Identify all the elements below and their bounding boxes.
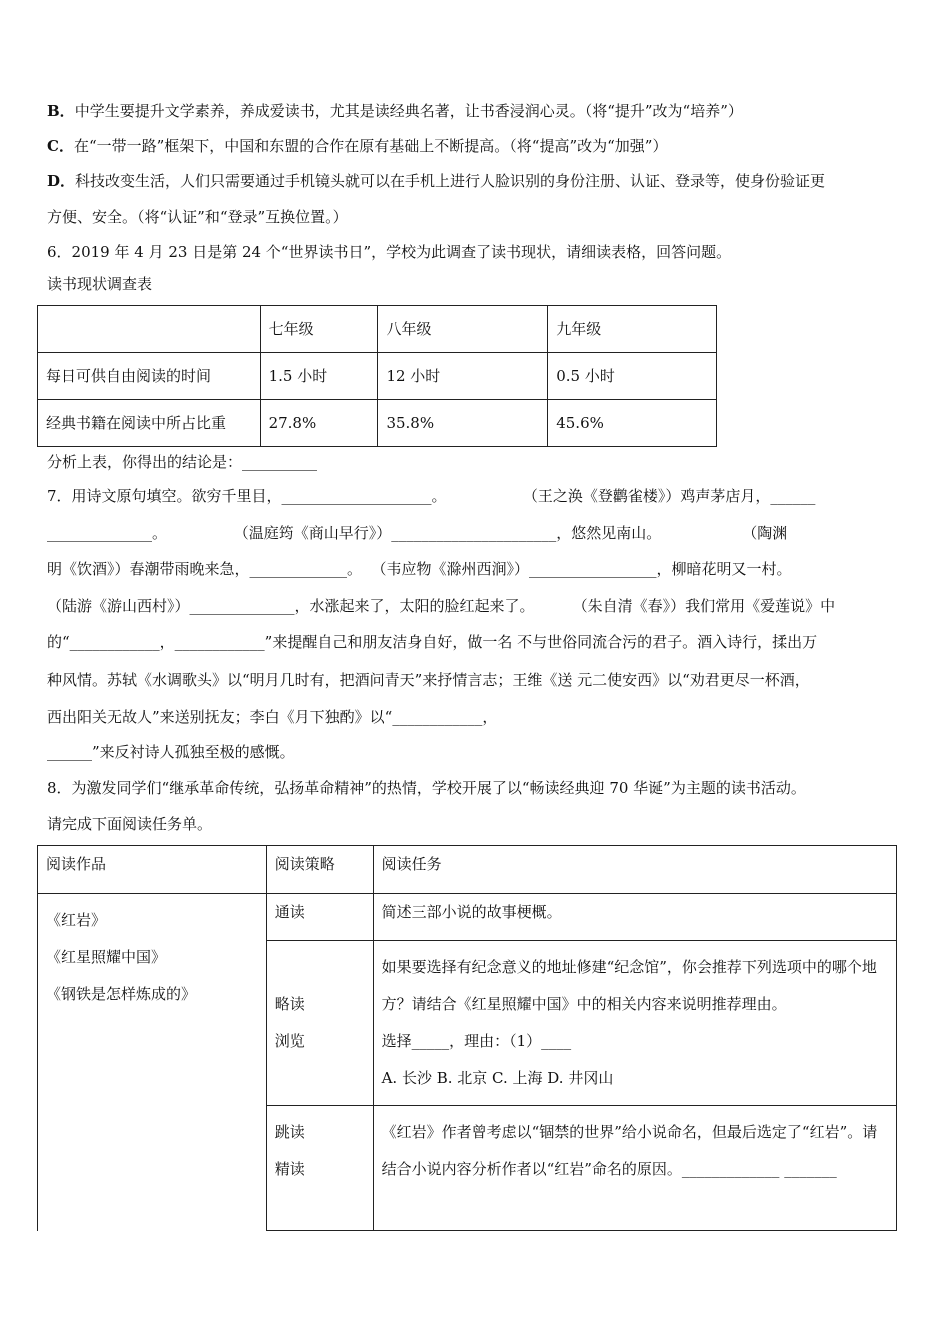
strategy-cell bbox=[266, 1106, 373, 1231]
strategy-label: 精读 bbox=[274, 1160, 305, 1178]
works-cell bbox=[38, 894, 267, 1231]
work-title: 《钢铁是怎样炼成的》 bbox=[46, 985, 197, 1003]
task-text: 如果要选择有纪念意义的地址修建“纪念馆”，你会推荐下列选项中的哪个地方？请结合《红星照耀中国》中的相关内容来说明推荐理由。 bbox=[381, 958, 877, 1013]
table-cell: 27.8% bbox=[260, 400, 378, 447]
header-cell: 阅读任务 bbox=[373, 846, 896, 894]
header-cell: 阅读作品 bbox=[38, 846, 267, 894]
header-cell: 八年级 bbox=[378, 306, 548, 353]
header-cell bbox=[38, 306, 261, 353]
table-cell: 经典书籍在阅读中所占比重 bbox=[38, 400, 261, 447]
table-cell: 0.5 小时 bbox=[548, 353, 717, 400]
q7-line: ______”来反衬诗人孤独至极的感慨。 bbox=[47, 743, 295, 761]
q7-line: （陆游《游山西村》）______________，水涨起来了，太阳的脸红起来了。 （朱自清《春》）我们常用《爱莲说》中 bbox=[47, 597, 836, 615]
task-options: A. 长沙 B. 北京 C. 上海 D. 井冈山 bbox=[381, 1069, 614, 1087]
task-cell bbox=[373, 941, 896, 1106]
strategy-label: 跳读 bbox=[274, 1123, 305, 1141]
header-cell: 阅读策略 bbox=[266, 846, 373, 894]
survey-table bbox=[37, 305, 717, 447]
q7-line: 7．用诗文原句填空。欲穷千里目，____________________。 （王之涣《登鹳雀楼》）鸡声茅店月，______ bbox=[47, 487, 816, 505]
q7-line: 的“____________，____________”来提醒自己和朋友洁身自好，做一名 不与世俗同流合污的君子。酒入诗行，揉出万 bbox=[47, 633, 818, 651]
q7-line: 西出阳关无故人”来送别抚友；李白《月下独酌》以“____________， bbox=[47, 708, 498, 726]
q7-line: 明《饮酒》）春潮带雨晚来急，_____________。 （韦应物《滁州西涧》）_________________，柳暗花明又一村。 bbox=[47, 560, 792, 578]
strategy-cell: 通读 bbox=[266, 894, 373, 941]
strategy-label: 浏览 bbox=[274, 1032, 305, 1050]
q6-table-title: 读书现状调查表 bbox=[47, 275, 153, 293]
strategy-label: 略读 bbox=[274, 995, 305, 1013]
table-header-row bbox=[38, 846, 897, 894]
table-cell: 12 小时 bbox=[378, 353, 548, 400]
q6-conclusion: 分析上表，你得出的结论是：__________ bbox=[47, 453, 318, 471]
task-choice: 选择_____，理由：（1）____ bbox=[381, 1032, 572, 1050]
work-title: 《红岩》 bbox=[46, 911, 107, 929]
header-cell: 九年级 bbox=[548, 306, 717, 353]
q8-stem: 8．为激发同学们“继承革命传统，弘扬革命精神”的热情，学校开展了以“畅读经典迎 70 华诞”为主题的读书活动。 bbox=[47, 779, 806, 797]
table-cell: 每日可供自由阅读的时间 bbox=[38, 353, 261, 400]
table-cell: 35.8% bbox=[378, 400, 548, 447]
table-row bbox=[38, 400, 717, 447]
task-cell: 简述三部小说的故事梗概。 bbox=[373, 894, 896, 941]
q5-option-d-cont: 方便、安全。（将“认证”和“登录”互换位置。） bbox=[47, 208, 348, 226]
table-cell: 45.6% bbox=[548, 400, 717, 447]
table-row bbox=[38, 894, 897, 941]
task-cell: 《红岩》作者曾考虑以“锢禁的世界”给小说命名，但最后选定了“红岩”。请结合小说内容分析作者以“红岩”命名的原因。_____________ _______ bbox=[373, 1106, 896, 1231]
table-cell: 1.5 小时 bbox=[260, 353, 378, 400]
q8-stem-cont: 请完成下面阅读任务单。 bbox=[47, 815, 213, 833]
table-row bbox=[38, 353, 717, 400]
q5-option-d: D．科技改变生活，人们只需要通过手机镜头就可以在手机上进行人脸识别的身份注册、认证、登录等，使身份验证更 bbox=[47, 172, 826, 190]
q5-option-c: C．在“一带一路”框架下，中国和东盟的合作在原有基础上不断提高。（将“提高”改为“加强”） bbox=[47, 137, 668, 155]
strategy-cell bbox=[266, 941, 373, 1106]
header-cell: 七年级 bbox=[260, 306, 378, 353]
q5-option-b: B．中学生要提升文学素养，养成爱读书，尤其是读经典名著，让书香浸润心灵。（将“提升”改为“培养”） bbox=[47, 102, 743, 120]
q7-line: ______________。 （温庭筠《商山早行》）______________________，悠然见南山。 （陶渊 bbox=[47, 524, 788, 542]
work-title: 《红星照耀中国》 bbox=[46, 948, 167, 966]
q7-line: 种风情。苏轼《水调歌头》以“明月几时有，把酒问青天”来抒情言志；王维《送 元二使安西》以“劝君更尽一杯酒， bbox=[47, 671, 810, 689]
q6-stem: 6．2019 年 4 月 23 日是第 24 个“世界读书日”，学校为此调查了读书现状，请细读表格，回答问题。 bbox=[47, 243, 732, 261]
table-header-row bbox=[38, 306, 717, 353]
reading-task-table bbox=[37, 845, 897, 1231]
